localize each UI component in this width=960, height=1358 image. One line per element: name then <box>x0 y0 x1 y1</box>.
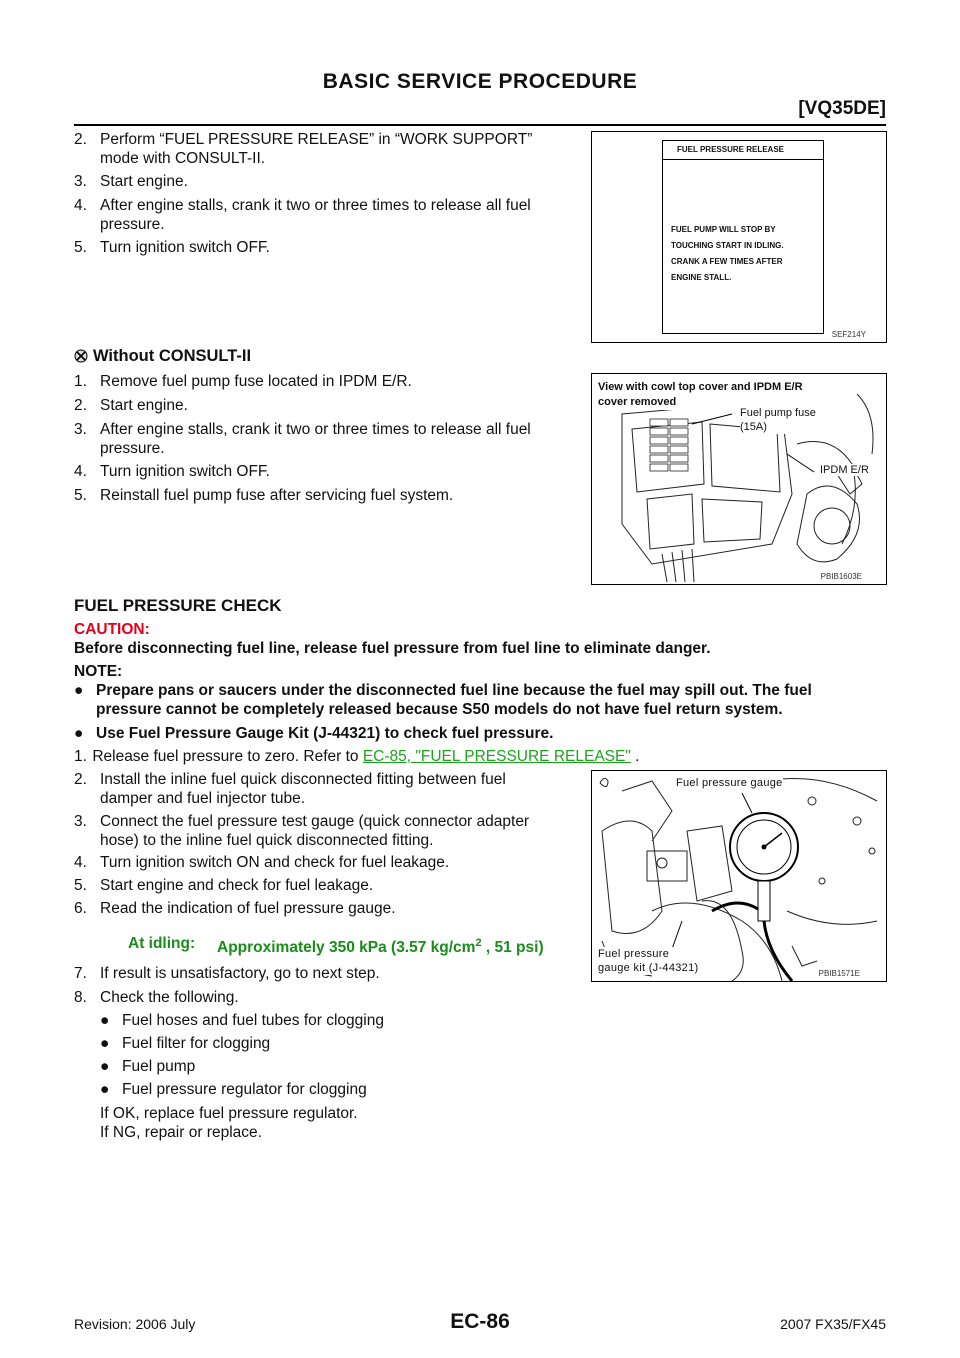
check-step-7: 7. If result is unsatisfactory, go to next step. <box>74 965 380 982</box>
page-title: BASIC SERVICE PROCEDURE <box>322 70 638 93</box>
engine-code: [VQ35DE] <box>798 98 886 119</box>
ok-text: If OK, replace fuel pressure regulator. <box>100 1105 358 1122</box>
check-item: ● Fuel pump <box>100 1058 196 1075</box>
without-step-4: 4. Turn ignition switch OFF. <box>74 463 270 480</box>
section-heading: FUEL PRESSURE CHECK <box>74 596 282 615</box>
idle-value: Approximately 350 kPa (3.57 $kg/cm^2$ , 51 psi) <box>217 937 544 957</box>
ng-text: If NG, repair or replace. <box>100 1124 262 1141</box>
ec-85-link[interactable]: EC-85, "FUEL PRESSURE RELEASE" <box>362 748 631 765</box>
caution-label: CAUTION: <box>74 621 150 638</box>
caution-text: Before disconnecting fuel line, release fuel pressure from fuel line to eliminate danger. <box>74 640 711 657</box>
without-consult-heading: Without CONSULT-II <box>93 347 252 365</box>
consult-step-2: 2. Perform “FUEL PRESSURE RELEASE” in “WORK SUPPORT” mode with CONSULT-II. <box>74 131 533 167</box>
fuse-box-figure <box>591 373 887 585</box>
check-step-1: 1. Release fuel pressure to zero. Refer to EC-85, "FUEL PRESSURE RELEASE" . <box>74 748 640 765</box>
figure-code: PBIB1571E <box>818 969 860 978</box>
without-step-2: 2. Start engine. <box>74 397 188 414</box>
ipdm-label: IPDM E/R <box>820 464 869 476</box>
consult-screen-line: ENGINE STALL. <box>671 273 732 282</box>
consult-screen-line: TOUCHING START IN IDLING. <box>671 241 784 250</box>
revision-text: Revision: 2006 July <box>74 1316 196 1332</box>
without-step-1: 1. Remove fuel pump fuse located in IPDM E/R. <box>74 373 412 390</box>
gauge-label: Fuel pressure gauge <box>676 777 783 789</box>
check-item: ● Fuel hoses and fuel tubes for clogging <box>100 1012 384 1029</box>
note-bullet: ● Use Fuel Pressure Gauge Kit (J-44321) to check fuel pressure. <box>74 725 554 742</box>
wrench-icon <box>74 349 88 363</box>
note-bullet: ● Prepare pans or saucers under the disconnected fuel line because the fuel may spill out. The fuel pressure cannot be completely released because S50 models do not have fuel return system. <box>74 682 812 718</box>
check-step-2: 2. Install the inline fuel quick disconnected fitting between fuel damper and fuel injector tube. <box>74 771 506 807</box>
consult-screen-line: CRANK A FEW TIMES AFTER <box>671 257 783 266</box>
check-step-8: 8. Check the following. <box>74 989 239 1006</box>
consult-step-4: 4. After engine stalls, crank it two or three times to release all fuel pressure. <box>74 197 531 233</box>
consult-screen <box>662 140 824 334</box>
consult-screen-header: FUEL PRESSURE RELEASE <box>663 141 823 160</box>
check-item: ● Fuel filter for clogging <box>100 1035 271 1052</box>
check-step-4: 4. Turn ignition switch ON and check for fuel leakage. <box>74 854 450 871</box>
check-item: ● Fuel pressure regulator for clogging <box>100 1081 367 1098</box>
consult-screen-line: FUEL PUMP WILL STOP BY <box>671 225 776 234</box>
figure-code: PBIB1603E <box>820 572 862 581</box>
note-label: NOTE: <box>74 663 123 680</box>
check-step-5: 5. Start engine and check for fuel leakage. <box>74 877 374 894</box>
consult-step-3: 3. Start engine. <box>74 173 188 190</box>
idle-label: At idling: <box>128 935 196 952</box>
header-rule <box>74 124 886 126</box>
page-number: EC-86 <box>450 1310 510 1333</box>
gauge-kit-label: Fuel pressure gauge kit (J-44321) <box>598 948 699 974</box>
pressure-gauge-figure <box>591 770 887 982</box>
check-step-3: 3. Connect the fuel pressure test gauge (quick connector adapter hose) to the inline fuel quick disconnected fitting. <box>74 813 530 849</box>
without-step-5: 5. Reinstall fuel pump fuse after servicing fuel system. <box>74 487 454 504</box>
without-step-3: 3. After engine stalls, crank it two or three times to release all fuel pressure. <box>74 421 531 457</box>
figure-code: SEF214Y <box>831 330 866 339</box>
fuel-pump-fuse-label: Fuel pump fuse (15A) <box>740 407 816 433</box>
consult-screen-figure <box>591 131 887 343</box>
consult-step-5: 5. Turn ignition switch OFF. <box>74 239 270 256</box>
model-text: 2007 FX35/FX45 <box>780 1316 886 1332</box>
figure-caption: View with cowl top cover and IPDM E/R cover removed <box>598 381 803 408</box>
check-step-6: 6. Read the indication of fuel pressure gauge. <box>74 900 396 917</box>
